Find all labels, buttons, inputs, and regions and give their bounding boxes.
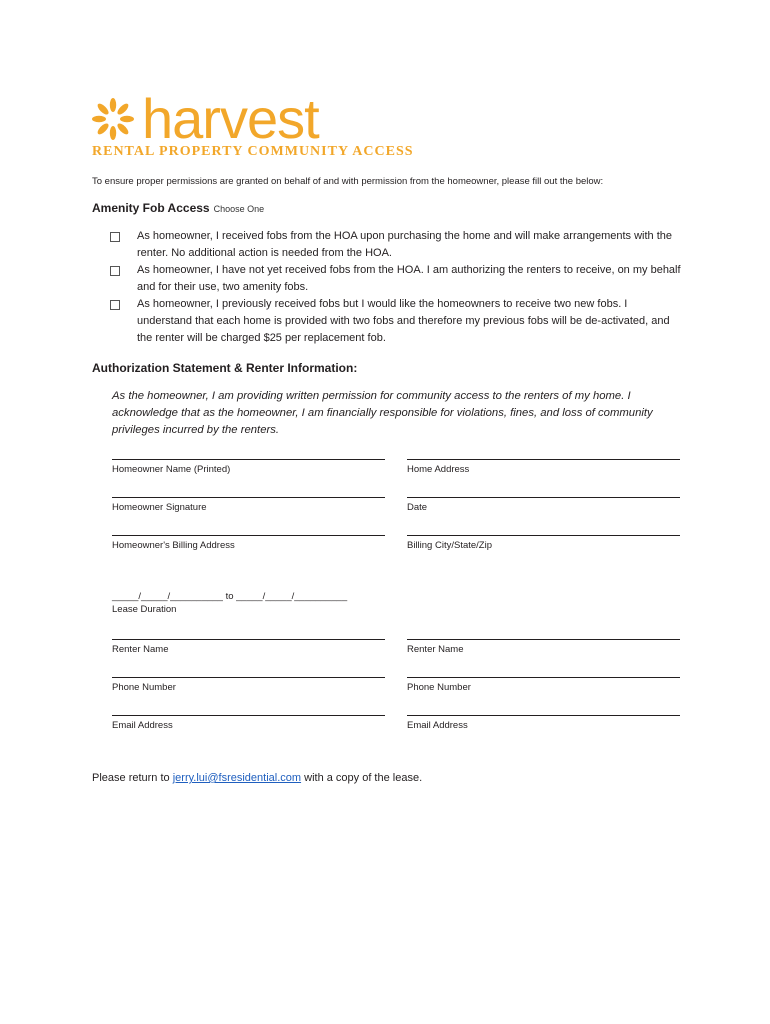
document-title: RENTAL PROPERTY COMMUNITY ACCESS [92,144,414,159]
email-field-1[interactable] [112,715,385,731]
option-1-label: As homeowner, I received fobs from the HOA upon purchasing the home and will make arrangements with the renter. No additional action is needed from the HOA. [137,230,673,259]
home-address-field[interactable] [407,459,680,475]
option-3-label: As homeowner, I previously received fobs but I would like the homeowners to receive two new fobs. I understand that each home is provided with two fobs and therefore my previous fobs will be de-activated, and the renter will be charged $25 per replacement fob. [137,298,670,344]
homeowner-signature-field[interactable] [112,497,385,513]
fob-option-3 [110,296,690,347]
option-3-checkbox[interactable] [110,300,120,310]
return-email-link[interactable]: jerry.lui@fsresidential.com [172,772,302,784]
fob-option-1 [110,228,690,262]
fob-section-title: Amenity Fob Access [92,201,210,215]
homeowner-signature-label: Homeowner Signature [112,502,207,513]
home-address-label: Home Address [407,464,470,475]
email-field-2[interactable] [407,715,680,731]
renter-name-field-2[interactable] [407,639,680,655]
fob-section-hint: Choose One [213,204,265,214]
renter-name-label-1: Renter Name [112,644,169,655]
sunburst-icon [90,96,136,142]
phone-label-2: Phone Number [407,682,471,693]
fob-option-2 [110,262,690,296]
lease-duration-label: Lease Duration [112,604,177,615]
billing-city-label: Billing City/State/Zip [407,540,493,551]
homeowner-name-label: Homeowner Name (Printed) [112,464,231,475]
return-prefix: Please return to [92,772,173,784]
phone-label-1: Phone Number [112,682,176,693]
option-1-checkbox[interactable] [110,232,120,242]
billing-address-field[interactable] [112,535,385,551]
intro-text: To ensure proper permissions are granted on behalf of and with permission from the homeowner, please fill out the below: [92,176,604,187]
fob-section-heading [92,201,264,215]
authorization-statement: As the homeowner, I am providing written permission for community access to the renters of my home. I acknowledge that as the homeowner, I am financially responsible for violations, fines, and loss of community privileges incurred by the renters. [112,390,653,436]
return-instructions [92,772,422,784]
lease-date-blanks: _____/_____/__________ to _____/_____/__________ [112,591,348,602]
billing-address-label: Homeowner's Billing Address [112,540,235,551]
phone-field-1[interactable] [112,677,385,693]
homeowner-name-field[interactable] [112,459,385,475]
harvest-logo [90,87,319,150]
option-2-checkbox[interactable] [110,266,120,276]
renter-name-field-1[interactable] [112,639,385,655]
phone-field-2[interactable] [407,677,680,693]
renter-name-label-2: Renter Name [407,644,464,655]
lease-duration-field[interactable] [112,591,347,615]
logo-wordmark: harvest [142,87,319,150]
return-suffix: with a copy of the lease. [301,772,423,784]
auth-section-title: Authorization Statement & Renter Information: [92,361,358,375]
date-label: Date [407,502,428,513]
email-label-2: Email Address [407,720,468,731]
date-field[interactable] [407,497,680,513]
option-2-label: As homeowner, I have not yet received fobs from the HOA. I am authorizing the renters to receive, on my behalf and for their use, two amenity fobs. [137,264,681,293]
email-label-1: Email Address [112,720,173,731]
fob-options [110,228,690,347]
billing-city-field[interactable] [407,535,680,551]
